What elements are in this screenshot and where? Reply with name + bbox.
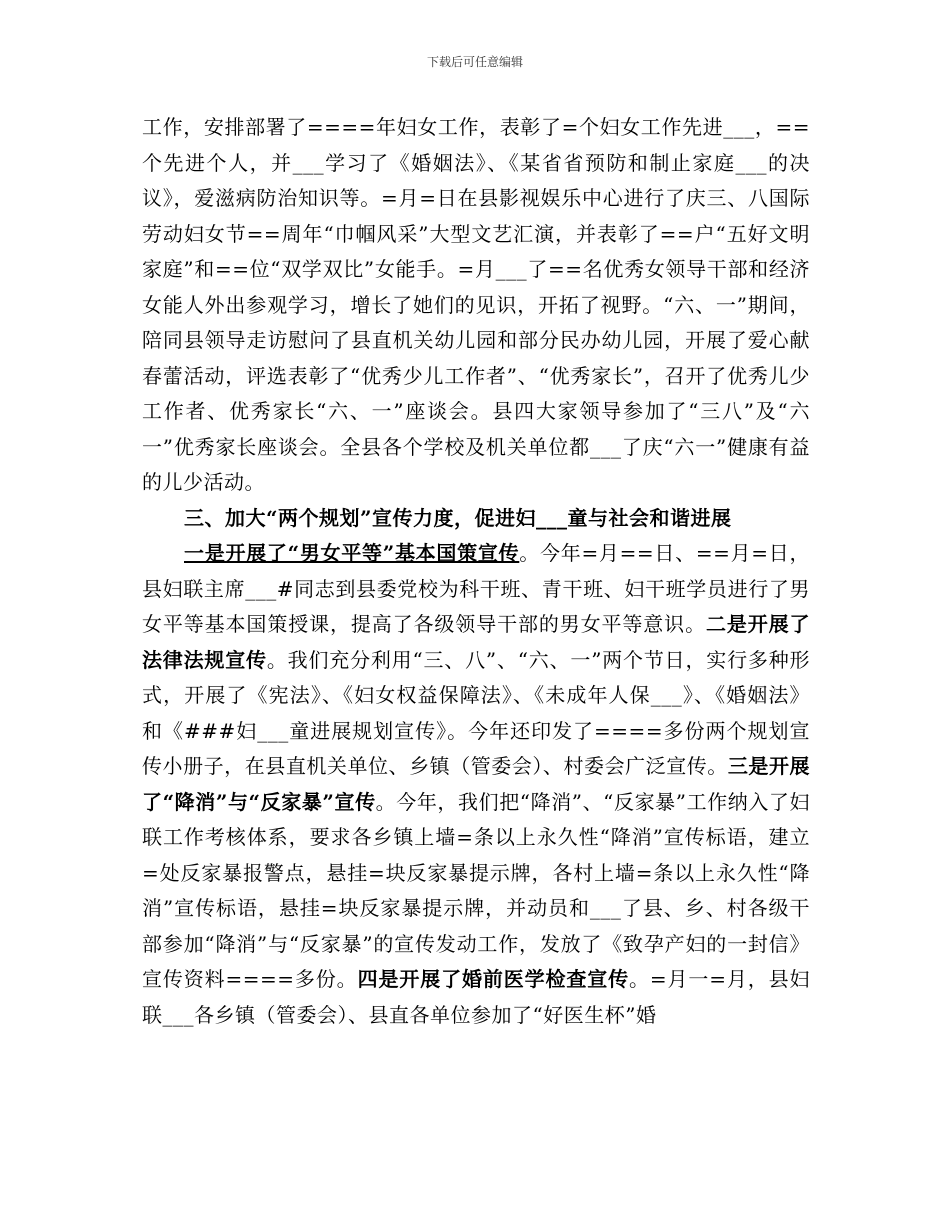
item4-lead: 四是开展了婚前医学检查宣传 xyxy=(357,967,629,991)
paragraph-women-work-summary: 工作，安排部署了====年妇女工作，表彰了=个妇女工作先进___，==个先进个人，并___学习了《婚姻法》、《某省省预防和制止家庭___的决议》，爱滋病防治知识等。=月=日在县影视娱乐中心进行了庆三、八国际劳动妇女节==周年“巾帼风采”大型文艺汇演，并表彰了==户“五好文明家庭”和==位“双学双比”女能手。=月___了==名优秀女领导干部和经济女能人外出参观学习，增长了她们的见识，开拓了视野。“六、一”期间，陪同县领导走访慰问了县直机关幼儿园和部分民办幼儿园，开展了爱心献春蕾活动，评选表彰了“优秀少儿工作者”、“优秀家长”，召开了优秀儿少工作者、优秀家长“六、一”座谈会。县四大家领导参加了“三八”及“六一”优秀家长座谈会。全县各个学校及机关单位都___了庆“六一”健康有益的儿少活动。 xyxy=(142,115,810,494)
section-heading: 三、加大“两个规划”宣传力度，促进妇___童与社会和谐进展 xyxy=(184,505,732,530)
paragraph-publicity-items xyxy=(142,536,810,1033)
page-header: 下载后可任意编辑 xyxy=(426,55,523,69)
item1-text: 。今年=月==日、==月=日，县妇联主席___#同志到县委党校为科干班、青干班、妇干班学员进行了男女平等基本国策授课，提高了各级领导干部的男女平等意识。 xyxy=(142,541,810,636)
item2-lead: 二是开展了法律法规宣传 xyxy=(142,612,811,672)
item3-text: 。今年，我们把“降消”、“反家暴”工作纳入了妇联工作考核体系，要求各乡镇上墙=条以上永久性“降消”宣传标语，建立=处反家暴报警点，悬挂=块反家暴提示牌，各村上墙=条以上永久性“降消”宣传标语，悬挂=块反家暴提示牌，并动员和___了县、乡、村各级干部参加“降消”与“反家暴”的宣传发动工作，发放了《致孕产妇的一封信》宣传资料====多份。 xyxy=(142,789,811,991)
item3-lead: 三是开展了“降消”与“反家暴”宣传 xyxy=(142,754,810,814)
item1-lead: 一是开展了“男女平等”基本国策宣传 xyxy=(184,541,520,565)
item4-text: 。=月一=月，县妇联___各乡镇（管委会）、县直各单位参加了“好医生杯”婚 xyxy=(142,967,811,1027)
item2-text: 。我们充分利用“三、八”、“六、一”两个节日，实行多种形式，开展了《宪法》、《妇女权益保障法》、《未成年人保___》、《婚姻法》和《###妇___童进展规划宣传》。今年还印发了====多份两个规划宣传小册子，在县直机关单位、乡镇（管委会）、村委会广泛宣传。 xyxy=(142,647,811,778)
document-body xyxy=(142,110,810,1033)
